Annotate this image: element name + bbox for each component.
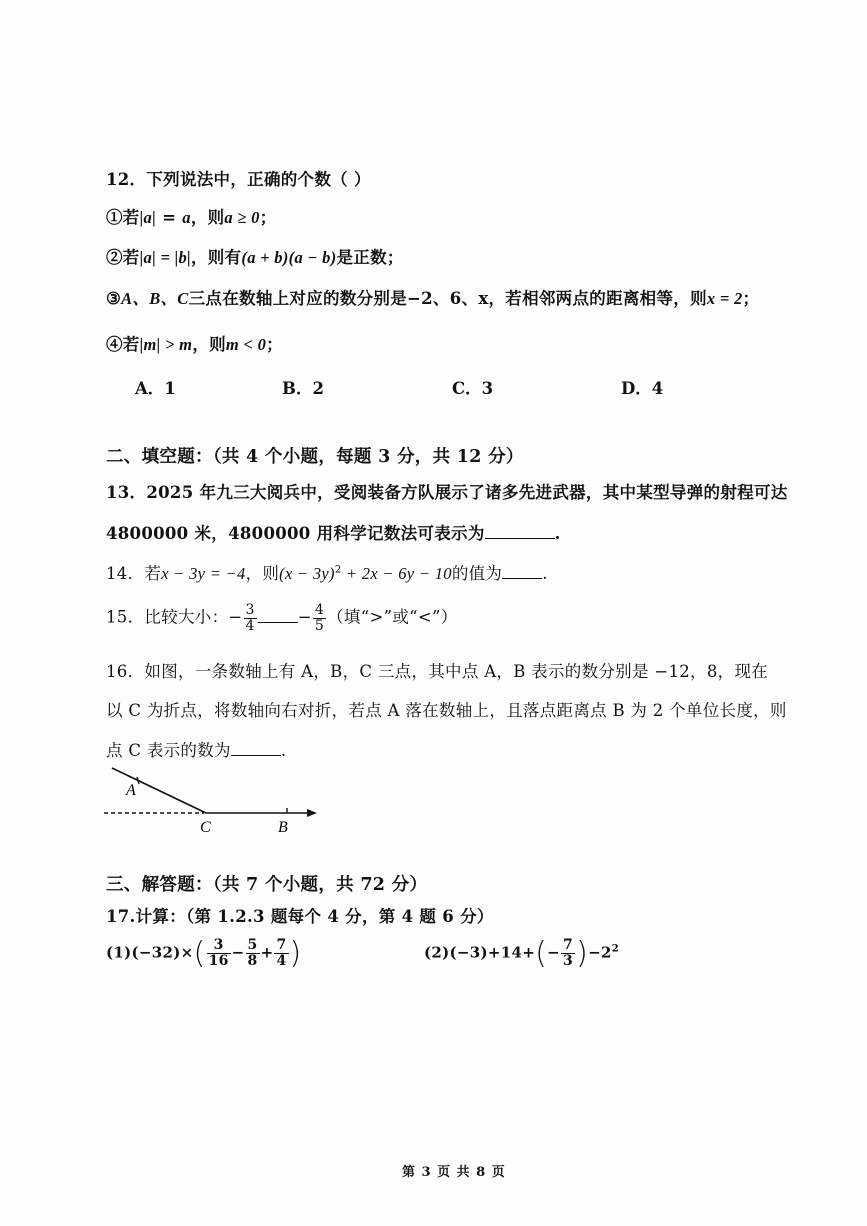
q16-line-2: 以 C 为折点，将数轴向右对折，若点 A 落在数轴上，且落点距离点 B 为 2 个单位长度，则 xyxy=(106,701,787,720)
q17-p1-d1: 16 xyxy=(208,953,229,969)
s1-abs: |a| xyxy=(139,208,157,227)
q12-option-d: D．4 xyxy=(621,379,664,398)
q15-tail: （填“>”或“<”） xyxy=(327,607,458,627)
q17-part-1 xyxy=(106,936,302,971)
s2-prefix: ②若 xyxy=(106,248,140,267)
q17-p2-n: 7 xyxy=(563,937,574,954)
s4-end: ； xyxy=(266,335,283,354)
q12-statement-4 xyxy=(106,331,283,355)
q17-part-2 xyxy=(424,936,619,971)
q15-prefix: 15．比较大小： xyxy=(106,607,229,627)
q17-p1-d2: 8 xyxy=(247,953,258,969)
s1-mid: ，则 xyxy=(190,208,225,227)
q13-text: 4800000 米，4800000 用科学记数法可表示为 xyxy=(106,524,485,543)
q14-cond: x − 3y = −4 xyxy=(161,564,246,583)
s1-end: ； xyxy=(259,208,277,227)
q16-line-3 xyxy=(106,737,286,761)
q17-p2-frac xyxy=(561,938,575,968)
q13-line-1: 13．2025 年九三大阅兵中，受阅装备方队展示了诸多先进武器，其中某型导弹的射程可达 xyxy=(106,483,788,502)
q13-line-2 xyxy=(106,520,561,544)
q15-den-2: 5 xyxy=(314,617,325,634)
q14-prefix: 14．若 xyxy=(106,564,162,583)
s1-eq: = xyxy=(156,208,183,227)
s2-expr: |a| = |b| xyxy=(139,248,191,267)
s3-points: A、B、C xyxy=(121,289,189,308)
s3-ans: x = 2 xyxy=(706,289,743,308)
q17-p1-label: (1)(−32)× xyxy=(106,943,194,962)
q17-p2-label: (2)(−3)+14+ xyxy=(424,943,536,962)
q14-end: . xyxy=(542,564,548,583)
q15-fraction-1 xyxy=(244,603,257,633)
q14-mid: ，则 xyxy=(245,564,280,583)
q15-answer-blank[interactable] xyxy=(258,608,298,623)
s4-cond: m < 0 xyxy=(225,335,267,354)
q16-text: 点 C 表示的数为 xyxy=(106,741,231,760)
s2-prod: (a + b)(a − b) xyxy=(241,248,337,267)
q15-neg-2: − xyxy=(297,607,312,627)
q17-p2-tail: −2 xyxy=(588,943,612,962)
q12-option-c: C．3 xyxy=(452,379,494,398)
q17-p2-d: 3 xyxy=(563,953,574,969)
q17-stem: 17.计算：（第 1.2.3 题每个 4 分，第 4 题 6 分） xyxy=(106,907,494,926)
q12-statement-3 xyxy=(106,285,759,309)
q15-num-2: 4 xyxy=(314,602,325,618)
q17-p1-open-paren: ( xyxy=(193,936,206,971)
q15-line xyxy=(106,603,458,633)
q14-exp: 2 xyxy=(334,564,342,576)
label-a: A xyxy=(126,782,136,799)
q12-option-b: B．2 xyxy=(282,379,324,398)
q15-num-1: 3 xyxy=(245,602,255,618)
q14-rest: + 2x − 6y − 10 xyxy=(341,564,452,583)
q15-den-1: 4 xyxy=(245,617,255,634)
q17-p1-close-paren: ) xyxy=(289,936,302,971)
s2-mid: ，则有 xyxy=(191,248,242,267)
q16-end: . xyxy=(280,741,287,760)
tick-a xyxy=(137,777,139,784)
s1-cond: a ≥ 0 xyxy=(224,208,260,227)
q17-p1-frac-1 xyxy=(207,938,231,968)
q12-statement-2 xyxy=(106,244,404,268)
q14-base: (x − 3y) xyxy=(279,564,335,583)
q17-p1-op1: − xyxy=(231,943,245,962)
q13-end: . xyxy=(554,524,561,543)
s3-text2: ，若相邻两点的距离相等，则 xyxy=(488,289,707,308)
s4-mid: ，则 xyxy=(192,335,226,354)
q16-answer-blank[interactable] xyxy=(231,741,281,756)
q17-p2-close-paren: ) xyxy=(576,936,589,971)
q17-p2-exp: 2 xyxy=(611,943,619,955)
s4-expr: |m| > m xyxy=(139,335,193,354)
label-c: C xyxy=(200,819,211,836)
q17-p1-n1: 3 xyxy=(207,938,231,954)
section-3-info: （共 7 个小题，共 72 分） xyxy=(212,875,428,895)
q12-option-a: A．1 xyxy=(135,379,176,398)
axis-arrow-icon xyxy=(307,809,317,817)
s3-prefix: ③ xyxy=(106,289,122,308)
q17-p1-op2: + xyxy=(260,943,274,962)
s1-a: a xyxy=(182,208,191,227)
q15-neg-1: − xyxy=(228,607,243,627)
section-2-title: 二、填空题： xyxy=(106,447,213,467)
section-3-title: 三、解答题： xyxy=(106,875,213,895)
section-2-info: （共 4 个小题，每题 3 分，共 12 分） xyxy=(212,447,524,467)
q14-tail: 的值为 xyxy=(451,564,503,583)
folded-number-line-figure xyxy=(100,760,330,840)
q12-statement-1 xyxy=(106,204,277,228)
q17-p1-n2: 5 xyxy=(247,937,258,954)
q17-p1-n3: 7 xyxy=(276,937,287,954)
s3-values: −2、6、x xyxy=(407,289,489,308)
section-3-heading xyxy=(106,871,427,896)
page-footer: 第 3 页 共 8 页 xyxy=(402,1165,506,1180)
q17-p1-frac-3 xyxy=(274,938,288,968)
q12-stem: 12．下列说法中，正确的个数（ ） xyxy=(106,170,371,189)
q14-line xyxy=(106,560,548,584)
q17-p1-d3: 4 xyxy=(276,953,287,969)
s1-prefix: ①若 xyxy=(106,208,140,227)
label-b: B xyxy=(278,819,288,836)
q17-p2-open-paren: ( xyxy=(535,936,548,971)
q17-p1-frac-2 xyxy=(246,938,260,968)
q16-line-1: 16．如图，一条数轴上有 A，B，C 三点，其中点 A，B 表示的数分别是 −12，8，现在 xyxy=(106,662,769,681)
q13-answer-blank[interactable] xyxy=(485,524,555,539)
q17-p2-neg: − xyxy=(547,943,561,962)
q15-fraction-2 xyxy=(313,603,326,633)
q14-answer-blank[interactable] xyxy=(502,564,542,579)
s4-prefix: ④若 xyxy=(106,335,140,354)
s3-end: ； xyxy=(742,289,760,308)
section-2-heading xyxy=(106,443,524,468)
s3-text: 三点在数轴上对应的数分别是 xyxy=(188,289,408,308)
s2-end: 是正数； xyxy=(336,248,404,267)
